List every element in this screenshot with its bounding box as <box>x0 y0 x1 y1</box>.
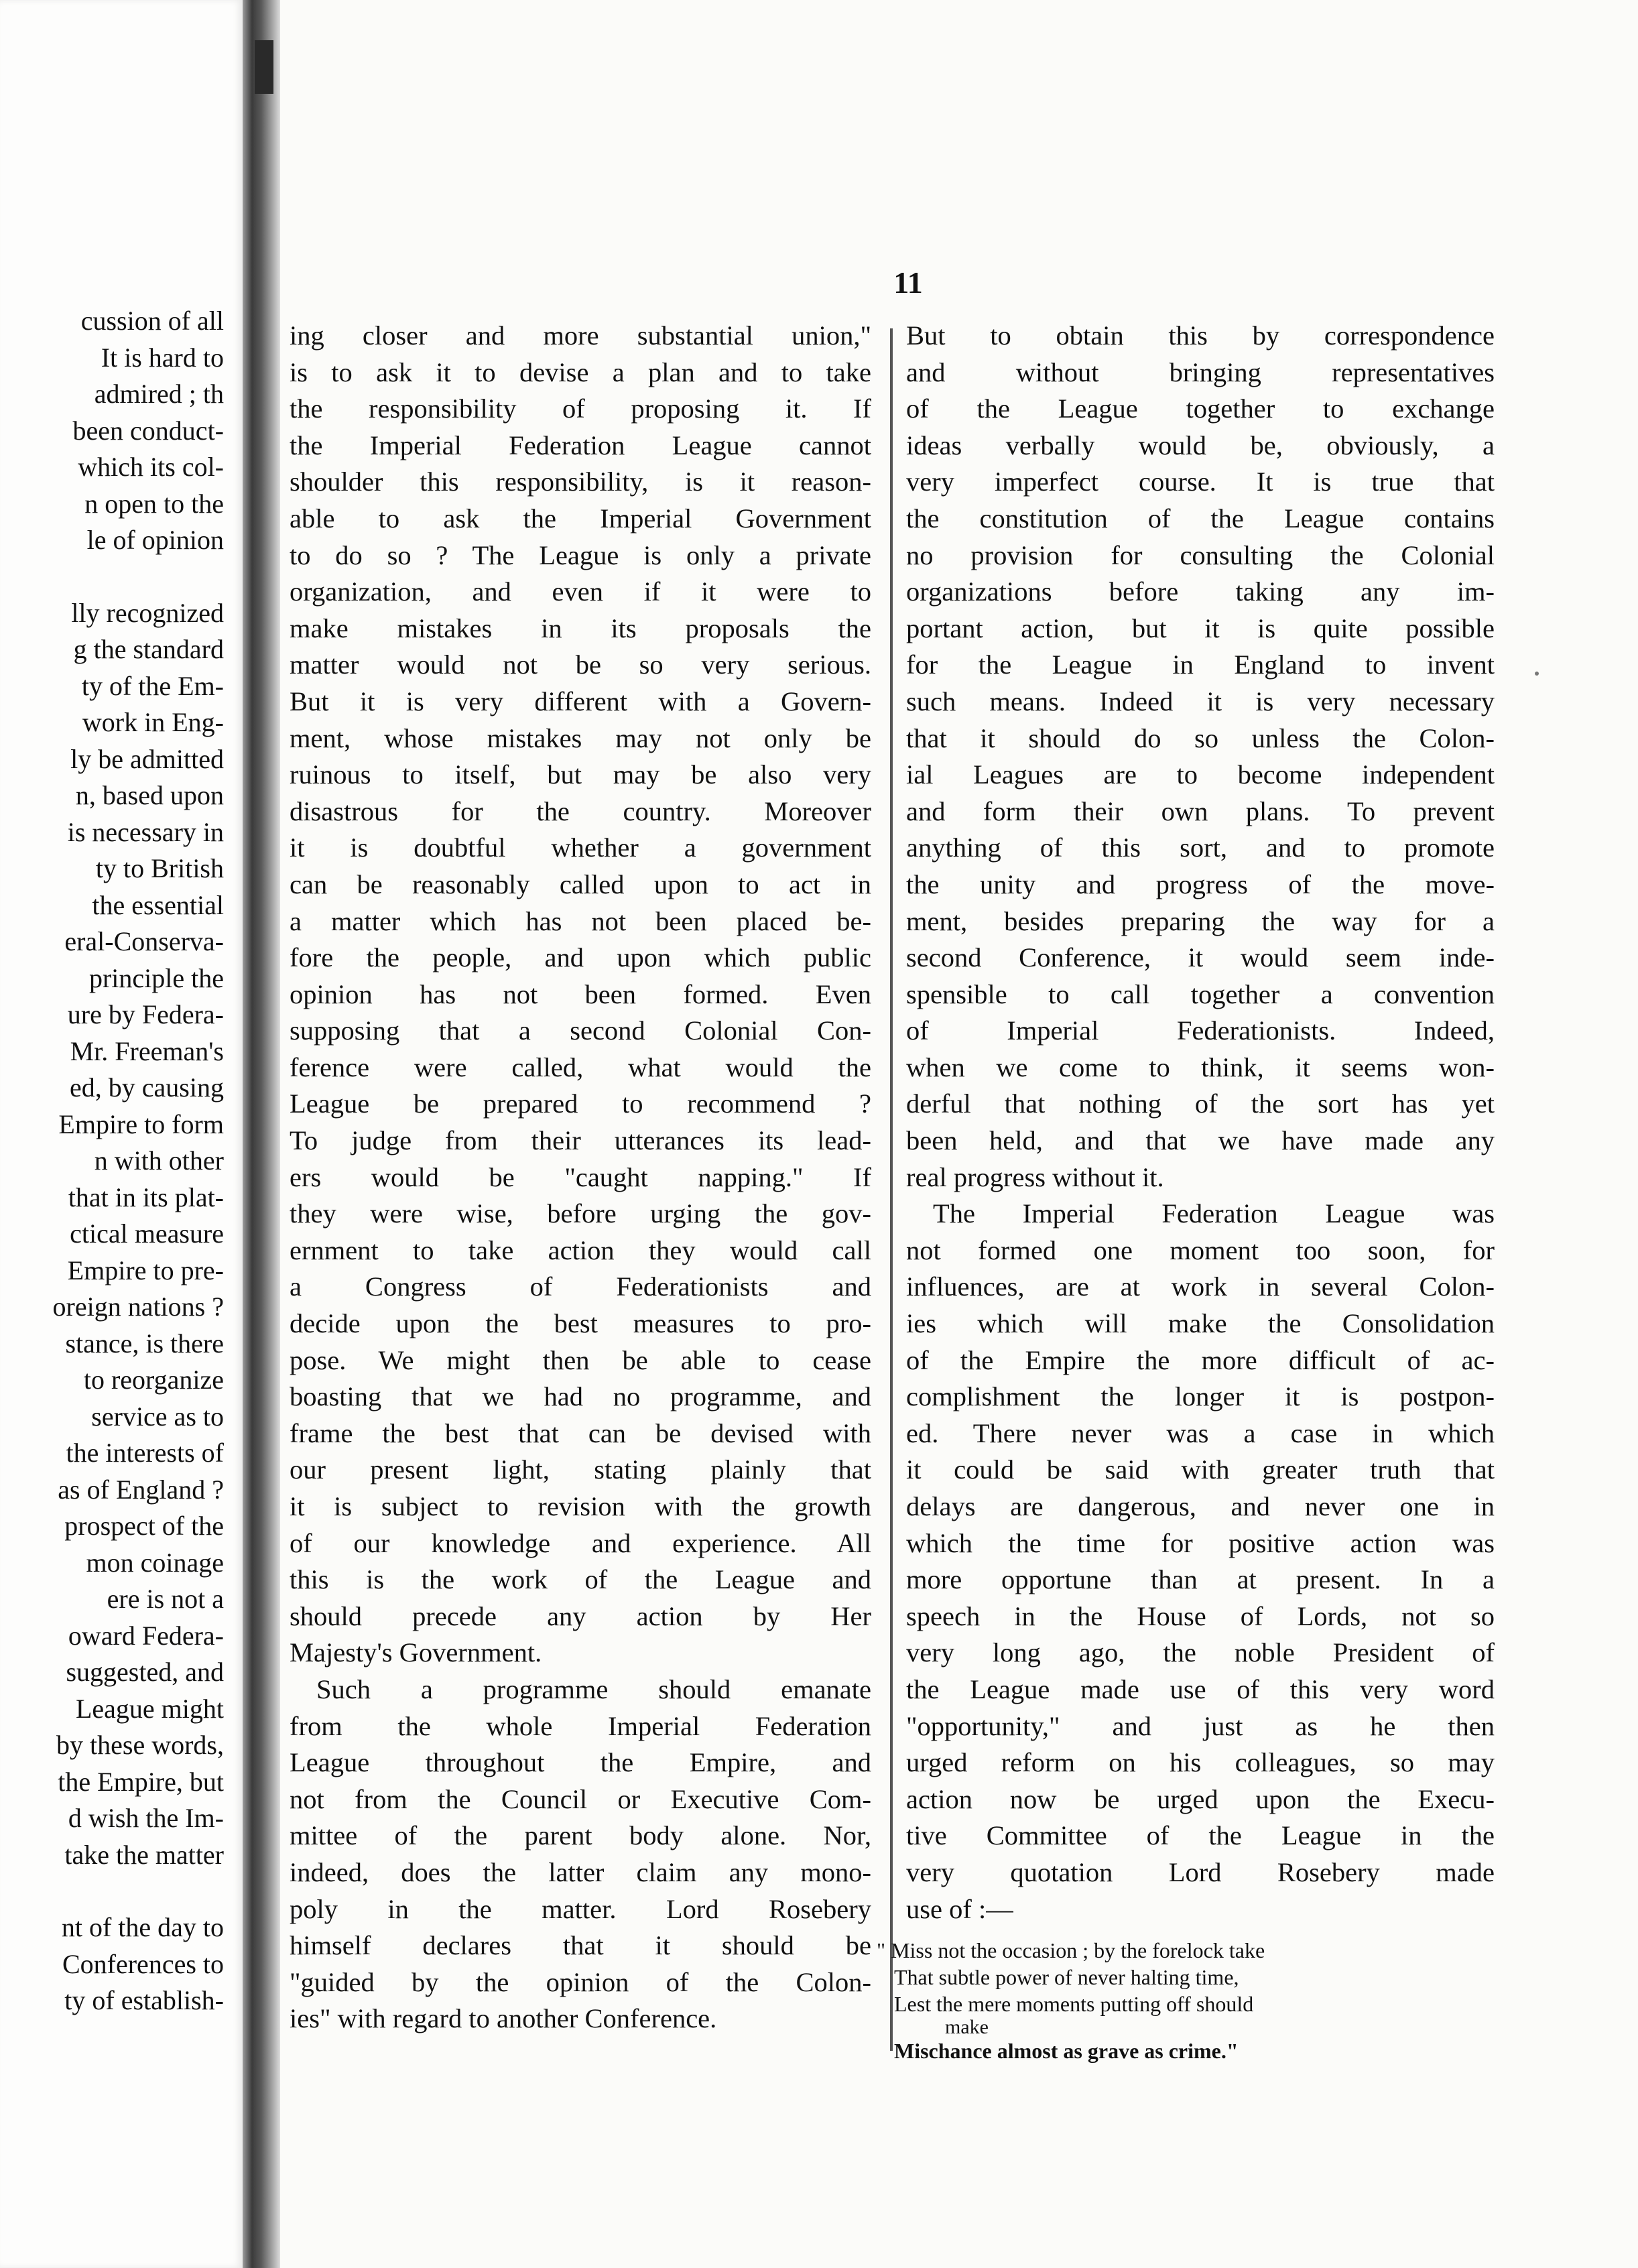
text-line: able to ask the Imperial Government <box>290 503 871 533</box>
text-line: Such a programme should emanate <box>316 1674 871 1704</box>
text-line: ed. There never was a case in which <box>906 1418 1495 1448</box>
text-line: ies which will make the Consolidation <box>906 1308 1495 1339</box>
text-line: and without bringing representatives <box>906 357 1495 387</box>
text-line: matter would not be so very serious. <box>290 649 871 680</box>
text-line: poly in the matter. Lord Rosebery <box>290 1893 871 1924</box>
text-line: make mistakes in its proposals the <box>290 613 871 643</box>
verse-quotation <box>866 1937 1469 2064</box>
text-line: The Imperial Federation League was <box>933 1198 1495 1229</box>
left-page-line: the interests of <box>66 1438 224 1468</box>
left-page-line: service as to <box>91 1401 224 1432</box>
left-page-line: ctical measure <box>70 1218 224 1249</box>
text-line: But to obtain this by correspondence <box>906 320 1495 351</box>
left-page-line: ty to British <box>95 853 224 883</box>
left-page-line <box>0 1873 224 1909</box>
text-line: delays are dangerous, and never one in <box>906 1491 1495 1521</box>
left-page-line: as of England ? <box>58 1474 224 1505</box>
left-page-line: the Empire, but <box>58 1766 224 1797</box>
left-page-line: nt of the day to <box>61 1912 224 1942</box>
text-line: our present light, stating plainly that <box>290 1454 871 1485</box>
text-line: when we come to think, it seems won- <box>906 1052 1495 1082</box>
text-line: organizations before taking any im- <box>906 576 1495 607</box>
text-line: not from the Council or Executive Com- <box>290 1783 871 1814</box>
left-page-line: suggested, and <box>66 1657 224 1687</box>
left-page-line: which its col- <box>78 452 224 482</box>
text-line: of Imperial Federationists. Indeed, <box>906 1015 1495 1046</box>
text-line: ment, besides preparing the way for a <box>906 905 1495 936</box>
text-line: no provision for consulting the Colonial <box>906 540 1495 570</box>
text-line: from the whole Imperial Federation <box>290 1710 871 1741</box>
text-line: of our knowledge and experience. All <box>290 1527 871 1558</box>
left-page-line: Conferences to <box>62 1948 224 1979</box>
left-page-line: ly be admitted <box>70 743 224 774</box>
text-line: anything of this sort, and to promote <box>906 832 1495 863</box>
left-page-line: Mr. Freeman's <box>70 1035 224 1066</box>
text-line: to do so ? The League is only a private <box>290 540 871 570</box>
column-rule <box>890 328 893 2051</box>
text-line: ruinous to itself, but may be also very <box>290 759 871 790</box>
text-line: disastrous for the country. Moreover <box>290 796 871 826</box>
left-page-line: that in its plat- <box>68 1182 224 1212</box>
text-line: ference were called, what would the <box>290 1052 871 1082</box>
text-column-2 <box>906 318 1495 1928</box>
text-line: such means. Indeed it is very necessary <box>906 686 1495 716</box>
text-line: been held, and that we have made any <box>906 1125 1495 1156</box>
left-page-column <box>0 303 224 2019</box>
text-line: influences, are at work in several Colon- <box>906 1271 1495 1302</box>
text-line: League be prepared to recommend ? <box>290 1088 871 1119</box>
text-line: shoulder this responsibility, is it reason- <box>290 466 871 497</box>
quote-line: That subtle power of never halting time, <box>894 1965 1239 1989</box>
left-page-line: n open to the <box>84 488 224 519</box>
text-line: indeed, does the latter claim any mono- <box>290 1856 871 1887</box>
left-page-line: League might <box>75 1693 224 1724</box>
text-line: urged reform on his colleagues, so may <box>906 1747 1495 1778</box>
text-line: "opportunity," and just as he then <box>906 1710 1495 1741</box>
text-line: the Imperial Federation League cannot <box>290 430 871 460</box>
left-page-line: lly recognized <box>71 597 224 628</box>
text-line: of the Empire the more difficult of ac- <box>906 1344 1495 1375</box>
text-line: very long ago, the noble President of <box>906 1637 1495 1668</box>
text-line: ment, whose mistakes may not only be <box>290 722 871 753</box>
text-line: should precede any action by Her <box>290 1600 871 1631</box>
left-page-line: admired ; th <box>94 379 224 409</box>
text-line: ernment to take action they would call <box>290 1235 871 1265</box>
left-page-line <box>0 559 224 595</box>
left-page-line: Empire to pre- <box>67 1255 224 1285</box>
text-line: can be reasonably called upon to act in <box>290 869 871 899</box>
quote-line: " Miss not the occasion ; by the forelock take <box>877 1938 1265 1962</box>
text-line: tive Committee of the League in the <box>906 1820 1495 1851</box>
text-line: is to ask it to devise a plan and to take <box>290 357 871 387</box>
left-page-line: Empire to form <box>58 1109 224 1139</box>
left-page-line: ere is not a <box>107 1584 224 1614</box>
left-page-line: oreign nations ? <box>52 1292 224 1322</box>
text-line: portant action, but it is quite possible <box>906 613 1495 643</box>
text-line: complishment the longer it is postpon- <box>906 1381 1495 1412</box>
left-page-line: It is hard to <box>101 342 224 373</box>
text-line: "guided by the opinion of the Colon- <box>290 1966 871 1997</box>
text-line: Majesty's Government. <box>290 1637 542 1668</box>
quote-line: Lest the mere moments putting off should <box>894 1992 1254 2016</box>
text-line: very imperfect course. It is true that <box>906 466 1495 497</box>
text-line: frame the best that can be devised with <box>290 1418 871 1448</box>
left-page-line: cussion of all <box>80 306 224 336</box>
left-page-line: n with other <box>94 1145 224 1176</box>
text-line: ing closer and more substantial union," <box>290 320 871 351</box>
text-line: a matter which has not been placed be- <box>290 905 871 936</box>
quote-line: make <box>945 2016 989 2038</box>
page-number: 11 <box>893 265 923 300</box>
text-line: use of :— <box>906 1893 1013 1924</box>
left-page-line: been conduct- <box>72 415 224 446</box>
left-page-line: to reorganize <box>83 1365 224 1395</box>
text-line: which the time for positive action was <box>906 1527 1495 1558</box>
text-line: boasting that we had no programme, and <box>290 1381 871 1412</box>
text-line: the responsibility of proposing it. If <box>290 393 871 424</box>
text-line: the constitution of the League contains <box>906 503 1495 533</box>
left-page-line: the essential <box>92 889 224 920</box>
left-page-line: stance, is there <box>65 1328 224 1359</box>
text-line: it is doubtful whether a government <box>290 832 871 863</box>
left-page-line: g the standard <box>73 634 224 664</box>
text-line: But it is very different with a Govern- <box>290 686 871 716</box>
left-page-line: is necessary in <box>67 816 224 847</box>
gutter-dark-mark <box>255 40 273 94</box>
left-page-line: mon coinage <box>86 1547 224 1578</box>
text-line: second Conference, it would seem inde- <box>906 942 1495 973</box>
text-line: To judge from their utterances its lead- <box>290 1125 871 1156</box>
text-line: that it should do so unless the Colon- <box>906 722 1495 753</box>
text-line: and form their own plans. To prevent <box>906 796 1495 826</box>
text-line: ideas verbally would be, obviously, a <box>906 430 1495 460</box>
text-line: organization, and even if it were to <box>290 576 871 607</box>
left-page-line: principle the <box>88 962 224 993</box>
left-page-line: le of opinion <box>86 525 224 555</box>
text-line: this is the work of the League and <box>290 1564 871 1595</box>
text-line: ers would be "caught napping." If <box>290 1161 871 1192</box>
text-line: for the League in England to invent <box>906 649 1495 680</box>
text-column-1 <box>290 318 871 2037</box>
text-line: of the League together to exchange <box>906 393 1495 424</box>
text-line: not formed one moment too soon, for <box>906 1235 1495 1265</box>
left-page-line: d wish the Im- <box>68 1803 224 1833</box>
text-line: ies" with regard to another Conference. <box>290 2003 717 2034</box>
text-line: himself declares that it should be <box>290 1930 871 1961</box>
left-page-line: work in Eng- <box>82 707 224 737</box>
left-page-line: ty of the Em- <box>81 670 224 701</box>
left-page-line: ure by Federa- <box>67 999 224 1029</box>
text-line: supposing that a second Colonial Con- <box>290 1015 871 1046</box>
text-line: opinion has not been formed. Even <box>290 979 871 1009</box>
left-page-line: ed, by causing <box>70 1072 224 1102</box>
text-line: mittee of the parent body alone. Nor, <box>290 1820 871 1851</box>
text-line: more opportune than at present. In a <box>906 1564 1495 1595</box>
ink-speck <box>1535 672 1539 676</box>
quote-line: Mischance almost as grave as crime." <box>894 2039 1239 2063</box>
text-line: League throughout the Empire, and <box>290 1747 871 1778</box>
left-page-line: eral-Conserva- <box>64 926 224 956</box>
left-page-line: take the matter <box>64 1839 224 1870</box>
text-line: decide upon the best measures to pro- <box>290 1308 871 1339</box>
left-page-line: ty of establish- <box>64 1985 224 2015</box>
left-page-line: prospect of the <box>64 1511 224 1541</box>
left-page-line: by these words, <box>56 1730 224 1760</box>
text-line: it is subject to revision with the growth <box>290 1491 871 1521</box>
left-page-line: n, based upon <box>75 780 224 810</box>
text-line: it could be said with greater truth that <box>906 1454 1495 1485</box>
text-line: real progress without it. <box>906 1161 1164 1192</box>
text-line: action now be urged upon the Execu- <box>906 1783 1495 1814</box>
text-line: the League made use of this very word <box>906 1674 1495 1704</box>
text-line: they were wise, before urging the gov- <box>290 1198 871 1229</box>
text-line: pose. We might then be able to cease <box>290 1344 871 1375</box>
left-facing-page <box>0 0 243 2268</box>
text-line: derful that nothing of the sort has yet <box>906 1088 1495 1119</box>
text-line: very quotation Lord Rosebery made <box>906 1856 1495 1887</box>
text-line: a Congress of Federationists and <box>290 1271 871 1302</box>
text-line: the unity and progress of the move- <box>906 869 1495 899</box>
text-line: spensible to call together a convention <box>906 979 1495 1009</box>
binding-gutter <box>243 0 280 2268</box>
text-line: ial Leagues are to become independent <box>906 759 1495 790</box>
text-line: speech in the House of Lords, not so <box>906 1600 1495 1631</box>
left-page-line: oward Federa- <box>68 1620 224 1651</box>
text-line: fore the people, and upon which public <box>290 942 871 973</box>
